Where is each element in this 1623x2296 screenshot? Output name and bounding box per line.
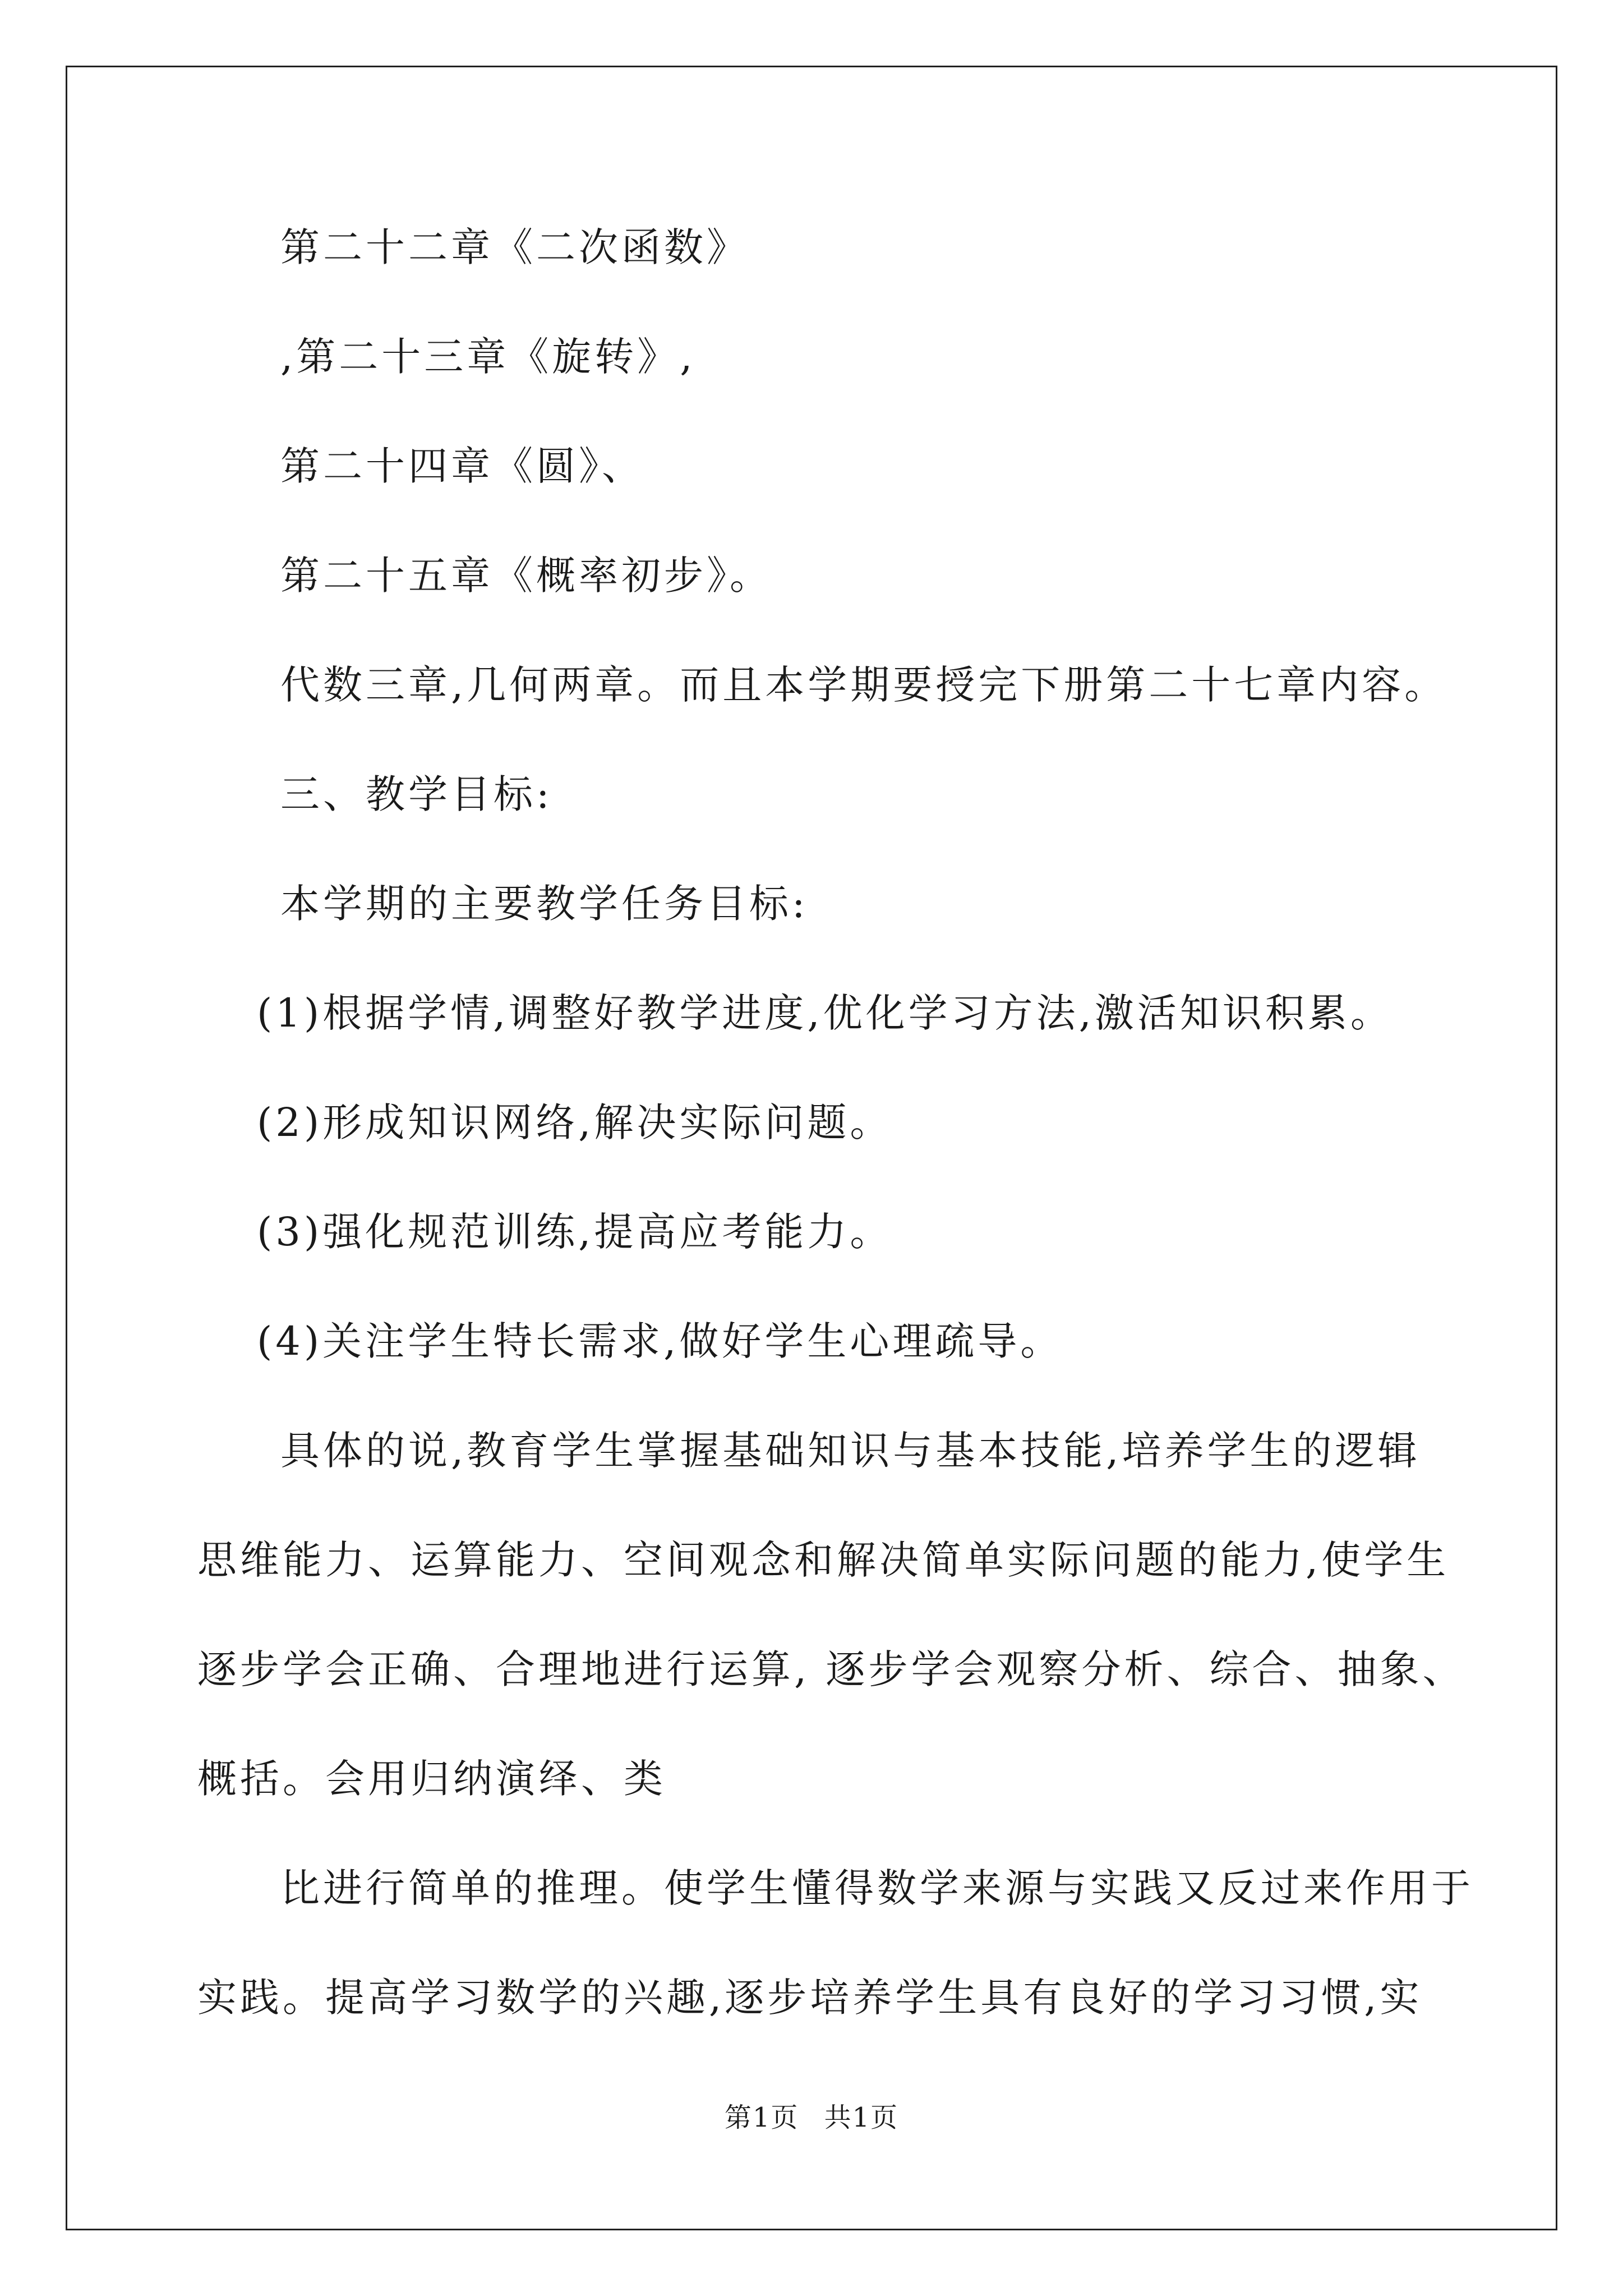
chapter-22-line: 第二十二章《二次函数》 <box>280 224 749 270</box>
paragraph-line: 思维能力、运算能力、空间观念和解决简单实际问题的能力,使学生 <box>197 1537 1450 1583</box>
paragraph-line: 具体的说,教育学生掌握基础知识与基本技能,培养学生的逻辑 <box>280 1428 1421 1474</box>
paragraph-line: 逐步学会正确、合理地进行运算, 逐步学会观察分析、综合、抽象、 <box>197 1646 1465 1692</box>
goal-item-2: (2)形成知识网络,解决实际问题。 <box>257 1099 893 1145</box>
paragraph-line: 概括。会用归纳演绎、类 <box>197 1756 666 1802</box>
chapter-23-line: ,第二十三章《旋转》, <box>280 334 696 380</box>
goal-item-1: (1)根据学情,调整好教学进度,优化学习方法,激活知识积累。 <box>257 990 1393 1036</box>
goal-item-4: (4)关注学生特长需求,做好学生心理疏导。 <box>257 1318 1063 1364</box>
section-heading: 三、教学目标: <box>280 771 553 817</box>
paragraph-line: 实践。提高学习数学的兴趣,逐步培养学生具有良好的学习习惯,实 <box>197 1975 1423 2021</box>
page-total: 共1页 <box>824 2102 899 2133</box>
chapter-25-line: 第二十五章《概率初步》。 <box>280 553 772 599</box>
goals-intro: 本学期的主要教学任务目标: <box>280 881 809 927</box>
goal-item-3: (3)强化规范训练,提高应考能力。 <box>257 1209 893 1255</box>
summary-line: 代数三章,几何两章。而且本学期要授完下册第二十七章内容。 <box>280 662 1447 708</box>
chapter-24-line: 第二十四章《圆》、 <box>280 443 644 489</box>
page-footer <box>0 2101 1623 2134</box>
page-number: 第1页 <box>724 2102 799 2133</box>
paragraph-line: 比进行简单的推理。使学生懂得数学来源与实践又反过来作用于 <box>280 1865 1474 1911</box>
